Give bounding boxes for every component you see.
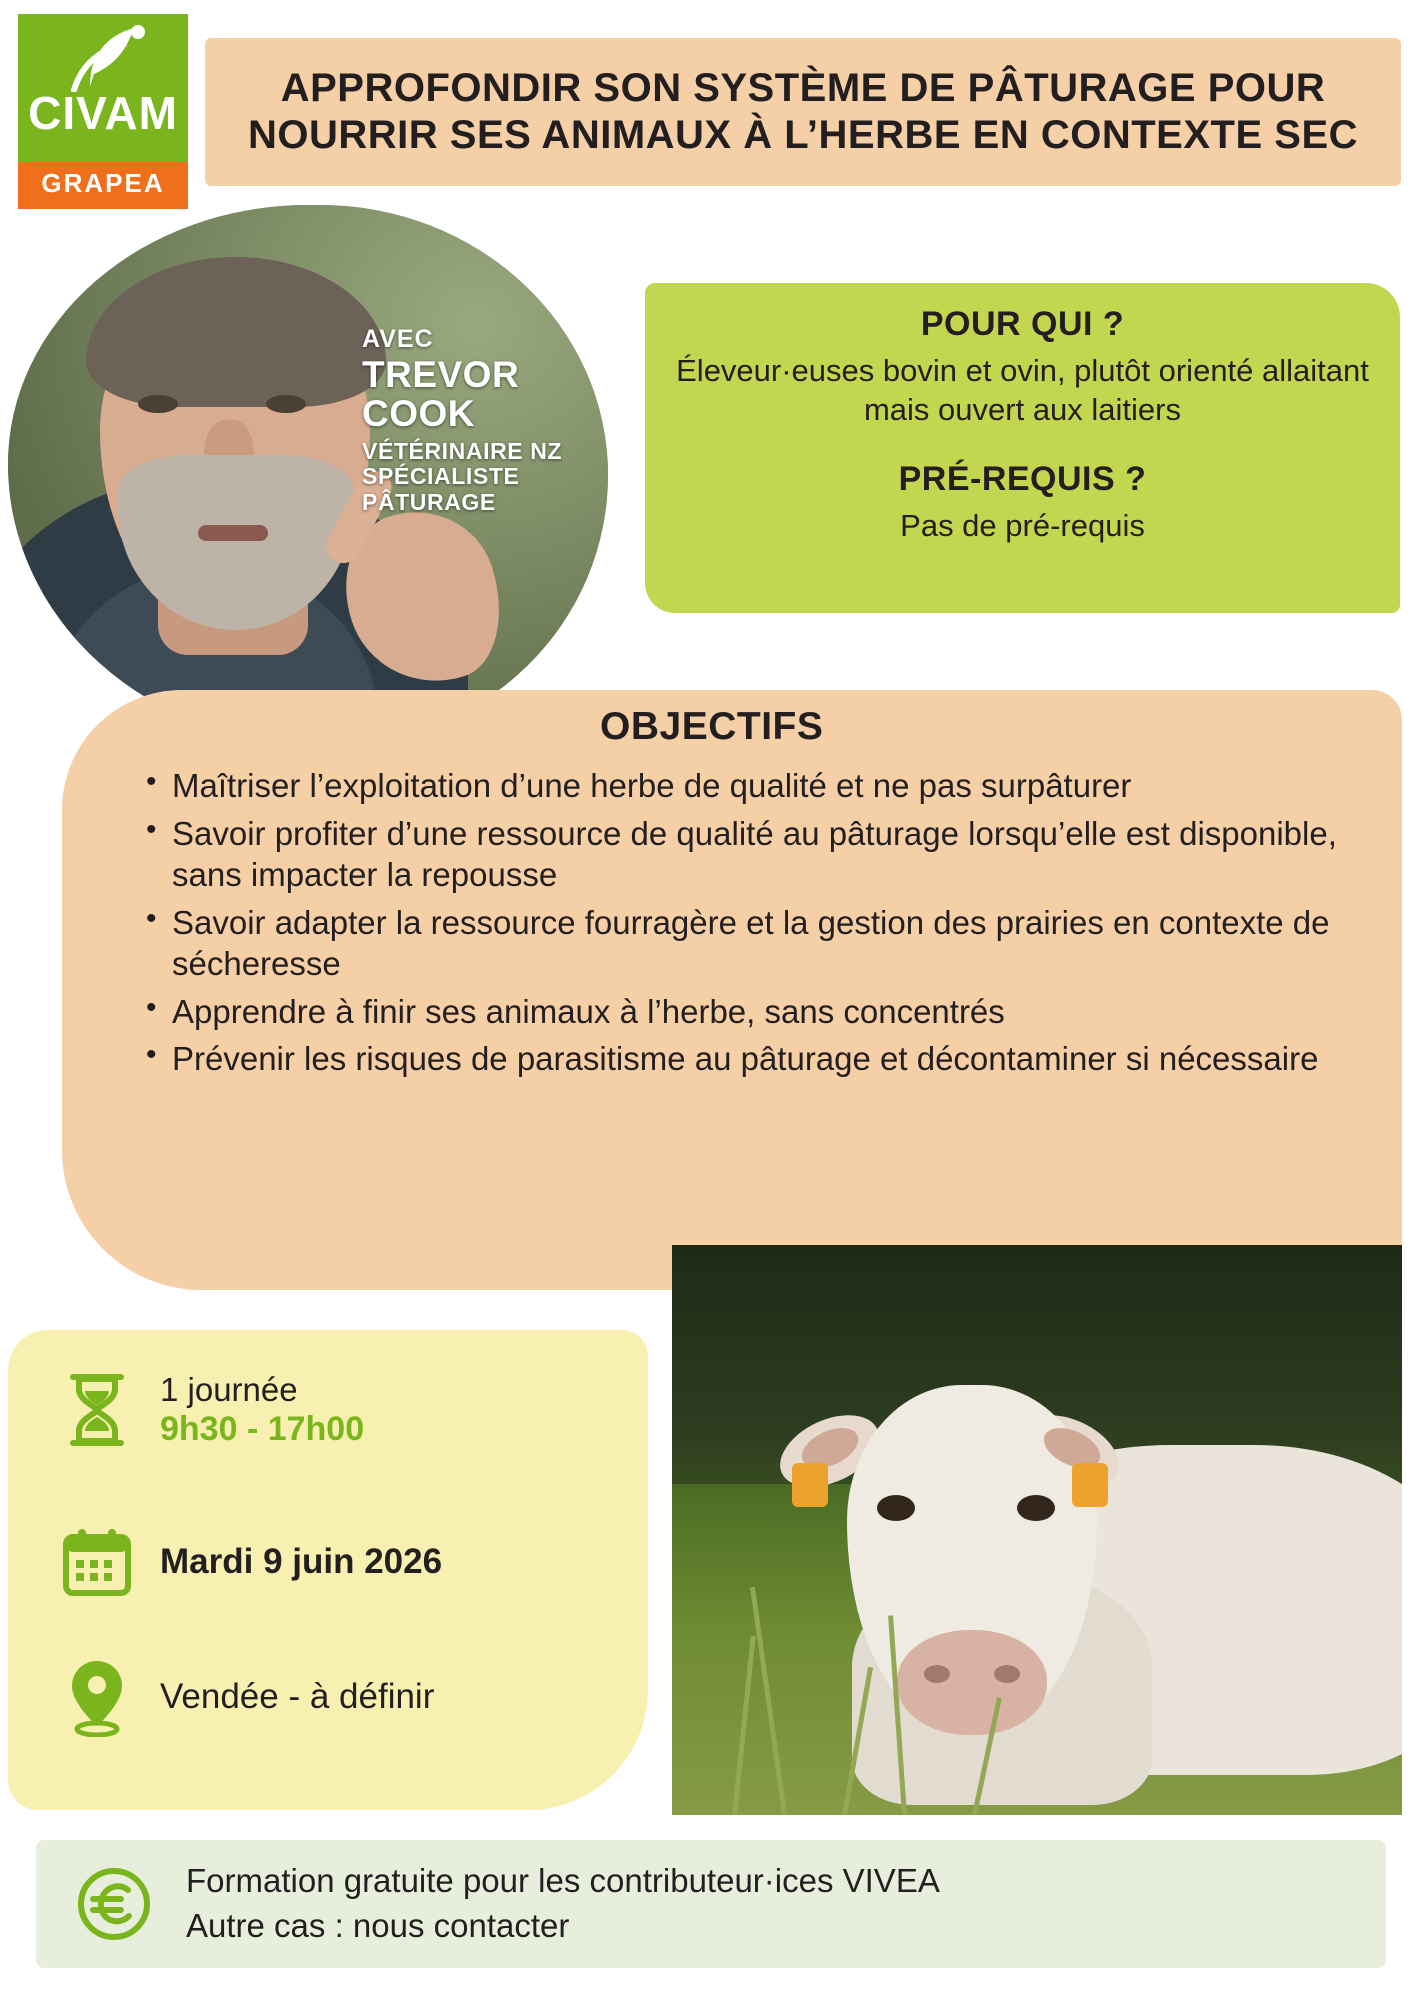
speaker-name: TREVOR COOK bbox=[362, 354, 520, 434]
leaf-icon bbox=[60, 20, 150, 92]
page-title: APPROFONDIR SON SYSTÈME DE PÂTURAGE POUR NOURRIR SES ANIMAUX À L’HERBE EN CONTEXTE SEC bbox=[247, 65, 1359, 157]
list-item: • Savoir adapter la ressource fourragère et la gestion des prairies en contexte de sécheresse bbox=[150, 902, 1388, 985]
pricing-line-2: Autre cas : nous contacter bbox=[186, 1907, 570, 1944]
cow-nostril-right bbox=[994, 1665, 1020, 1683]
cow-eye-left bbox=[877, 1495, 915, 1521]
photo-brow-left bbox=[132, 373, 184, 384]
duration-time: 9h30 - 17h00 bbox=[160, 1409, 365, 1448]
prerequisite-heading: PRÉ-REQUIS ? bbox=[898, 459, 1147, 498]
duration-row bbox=[60, 1368, 364, 1452]
photo-mouth bbox=[198, 525, 268, 541]
logo-subtitle: GRAPEA bbox=[41, 168, 165, 198]
calendar-icon bbox=[60, 1520, 134, 1604]
list-item: • Maîtriser l’exploitation d’une herbe de qualité et ne pas surpâturer bbox=[150, 765, 1388, 807]
audience-text: Éleveur·euses bovin et ovin, plutôt orienté allaitant mais ouvert aux laitiers bbox=[676, 353, 1369, 427]
photo-brow-right bbox=[260, 373, 312, 384]
speaker-prefix: AVEC bbox=[362, 325, 434, 353]
duration-text bbox=[160, 1371, 364, 1450]
speaker-caption bbox=[362, 325, 592, 516]
pricing-text bbox=[186, 1859, 940, 1948]
location-text: Vendée - à définir bbox=[160, 1677, 435, 1716]
list-item: • Apprendre à finir ses animaux à l’herbe, sans concentrés bbox=[150, 991, 1388, 1033]
cow-nostril-left bbox=[924, 1665, 950, 1683]
title-banner bbox=[205, 38, 1401, 186]
pricing-line-1: Formation gratuite pour les contributeur·ices VIVEA bbox=[186, 1862, 940, 1900]
list-item: • Savoir profiter d’une ressource de qualité au pâturage lorsqu’elle est disponible, sans impacter la repousse bbox=[150, 813, 1388, 896]
date-row bbox=[60, 1520, 442, 1604]
cow-eye-right bbox=[1017, 1495, 1055, 1521]
location-row bbox=[60, 1655, 434, 1739]
photo-eye-left bbox=[138, 395, 178, 413]
photo-eye-right bbox=[266, 395, 306, 413]
euro-icon bbox=[76, 1866, 152, 1942]
map-pin-icon bbox=[60, 1655, 134, 1739]
cow-photo bbox=[672, 1245, 1402, 1815]
objectives-heading: OBJECTIFS bbox=[600, 705, 824, 748]
cow-ear-tag-right bbox=[1072, 1463, 1108, 1507]
audience-panel bbox=[645, 283, 1400, 613]
list-item: • Prévenir les risques de parasitisme au pâturage et décontaminer si nécessaire bbox=[150, 1038, 1388, 1080]
speaker-role: VÉTÉRINAIRE NZ SPÉCIALISTE PÂTURAGE bbox=[362, 437, 563, 516]
date-text: Mardi 9 juin 2026 bbox=[160, 1542, 443, 1581]
hourglass-icon bbox=[60, 1368, 134, 1452]
audience-heading: POUR QUI ? bbox=[920, 305, 1125, 343]
civam-grapea-logo bbox=[18, 14, 188, 209]
prerequisite-text: Pas de pré-requis bbox=[900, 507, 1145, 543]
duration-label: 1 journée bbox=[160, 1370, 298, 1408]
cow-muzzle bbox=[897, 1630, 1047, 1735]
cow-ear-tag-left bbox=[792, 1463, 828, 1507]
logo-title: CIVAM bbox=[28, 87, 178, 139]
pricing-footer bbox=[36, 1840, 1386, 1968]
objectives-list bbox=[118, 765, 1388, 1086]
